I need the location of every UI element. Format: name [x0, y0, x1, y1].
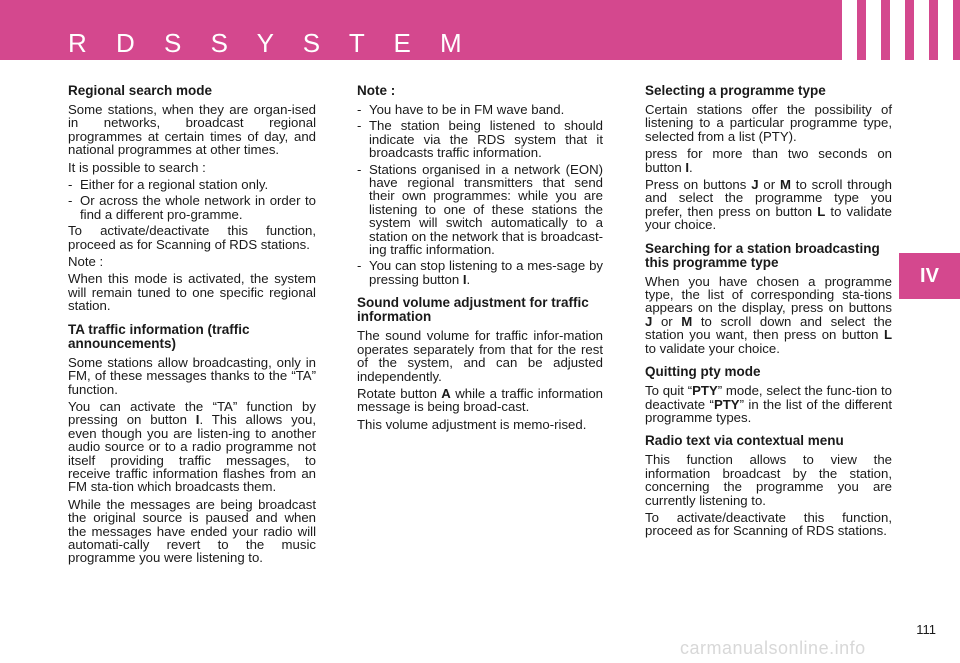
- column-left: [68, 84, 316, 569]
- watermark: carmanualsonline.info: [680, 638, 866, 658]
- paragraph: This volume adjustment is memo-rised.: [357, 416, 587, 432]
- paragraph: To activate/deactivate this function, proceed as for Scanning of RDS stations.: [645, 509, 892, 539]
- list-item: - You have to be in FM wave band.: [357, 102, 565, 117]
- page-number: 111: [916, 622, 936, 637]
- list-item: - The station being listened to should indicate via the RDS system that it broadcasts traffic information.: [357, 118, 603, 161]
- list-item: - Or across the whole network in order to find a different pro-gramme.: [68, 193, 316, 222]
- heading-radio-text: Radio text via contextual menu: [645, 433, 844, 449]
- header-stripe: [914, 0, 929, 60]
- page-title: R D S S Y S T E M: [68, 28, 473, 58]
- paragraph: Some stations, when they are organ-ised in networks, broadcast regional programmes at certain times of day, and national programmes at other times.: [68, 102, 316, 158]
- paragraph: The sound volume for traffic infor-mation operates separately from that for the rest of the system, and can be adjusted independently.: [357, 328, 603, 384]
- header-stripe: [842, 0, 857, 60]
- paragraph: When you have chosen a programme type, the list of corresponding sta-tions appears on the display, press on buttons J or M to scroll down and select the station you want, then press on button L to validate your choice.: [645, 273, 892, 356]
- header-stripe: [938, 0, 953, 60]
- paragraph: When this mode is activated, the system will remain tuned to one specific regional station.: [68, 271, 316, 314]
- header-stripe: [890, 0, 905, 60]
- list-item: - Stations organised in a network (EON) have regional transmitters that send their own programmes: while you are listening to one of these stations the system will switch automatically to a station on the network that is broadcast-ing traffic information.: [357, 161, 603, 258]
- column-middle: [357, 84, 603, 435]
- heading-search-station: Searching for a station broadcasting this programme type: [645, 240, 880, 270]
- header-bar: [0, 0, 960, 60]
- column-right: [645, 84, 892, 542]
- paragraph: It is possible to search :: [68, 159, 206, 175]
- paragraph: Rotate button A while a traffic information message is being broad-cast.: [357, 385, 603, 415]
- paragraph: press for more than two seconds on button I.: [645, 146, 892, 175]
- note-label: Note :: [68, 254, 104, 270]
- paragraph: This function allows to view the information broadcast by the station, concerning the programme you are currently listening to.: [645, 452, 892, 508]
- paragraph: To quit “PTY” mode, select the func-tion to deactivate “PTY” in the list of the different programme types.: [645, 383, 892, 425]
- list-item: - You can stop listening to a mes-sage by pressing button I.: [357, 258, 603, 287]
- paragraph: To activate/deactivate this function, proceed as for Scanning of RDS stations.: [68, 223, 316, 252]
- header-stripe: [866, 0, 881, 60]
- heading-quit-pty: Quitting pty mode: [645, 364, 761, 380]
- list-item: - Either for a regional station only.: [68, 177, 269, 193]
- heading-ta-traffic: TA traffic information (traffic announcements): [68, 321, 250, 351]
- heading-select-pty: Selecting a programme type: [645, 83, 826, 98]
- paragraph: Press on buttons J or M to scroll through and select the programme type you prefer, then press on button L to validate your choice.: [645, 177, 893, 233]
- paragraph: Some stations allow broadcasting, only in FM, of these messages thanks to the “TA” function.: [68, 354, 316, 397]
- heading-note: Note :: [357, 83, 396, 98]
- paragraph: While the messages are being broadcast the original source is paused and when the messages have ended your radio will automati-cally revert to the music programme you were listening to.: [68, 496, 316, 566]
- paragraph: You can activate the “TA” function by pressing on button I. This allows you, even though you are listen-ing to another audio source or to a radio programme not itself providing traffic messages, to receive traffic information flashes from an FM sta-tion which broadcasts them.: [68, 398, 316, 495]
- heading-regional-search: Regional search mode: [68, 83, 213, 98]
- heading-volume: Sound volume adjustment for traffic information: [357, 295, 589, 325]
- paragraph: Certain stations offer the possibility of listening to a particular programme type, selected from a list (PTY).: [645, 102, 892, 144]
- section-tab[interactable]: IV: [899, 253, 960, 299]
